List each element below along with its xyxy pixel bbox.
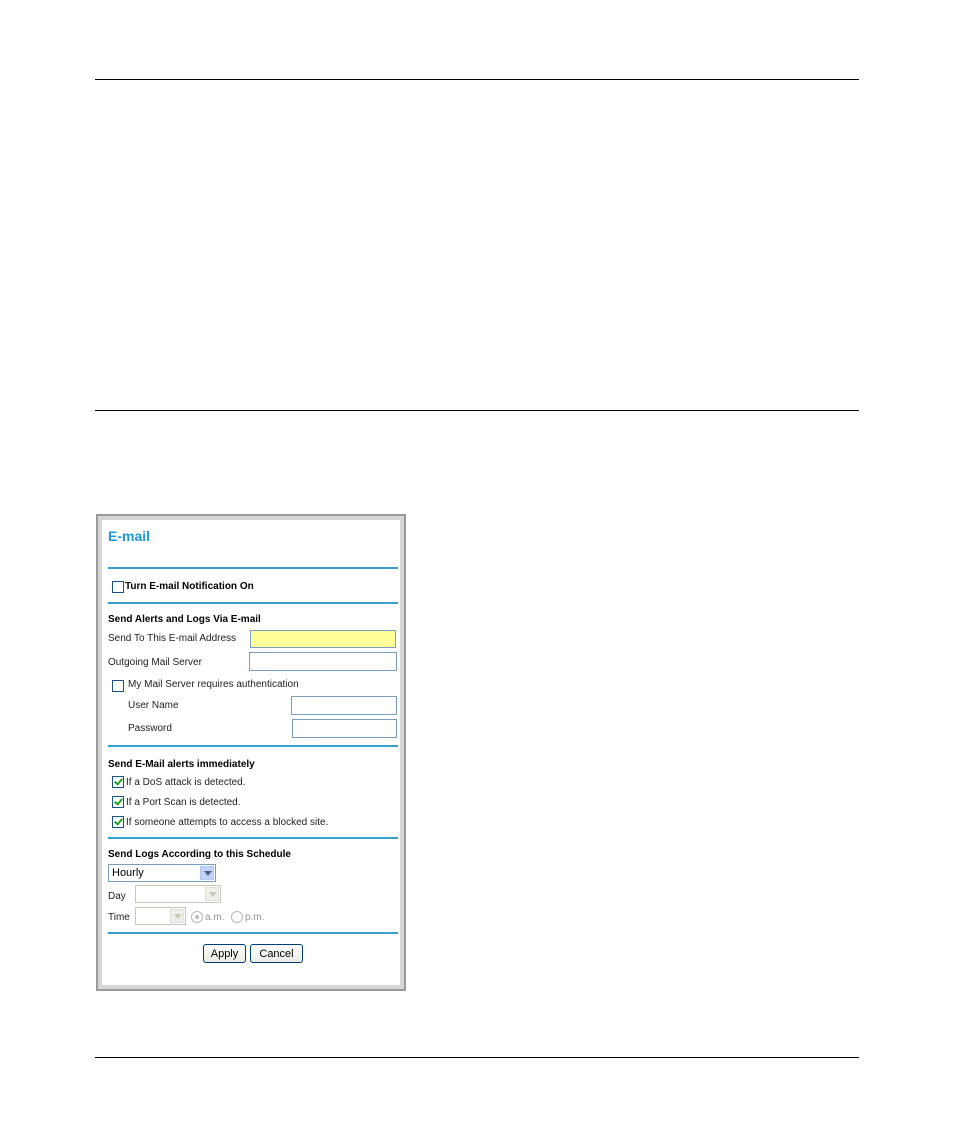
mail-server-input[interactable]	[249, 652, 397, 671]
apply-button[interactable]: Apply	[203, 944, 246, 963]
am-label: a.m.	[205, 912, 225, 923]
divider	[108, 932, 398, 934]
section-heading-alerts: Send Alerts and Logs Via E-mail	[108, 614, 261, 625]
notification-label: Turn E-mail Notification On	[125, 581, 254, 592]
password-input[interactable]	[292, 719, 397, 738]
chevron-down-icon	[200, 866, 214, 880]
day-select[interactable]	[135, 885, 221, 903]
chevron-down-icon	[205, 887, 219, 901]
middle-rule	[95, 410, 859, 411]
section-heading-immediate: Send E-Mail alerts immediately	[108, 759, 255, 770]
username-label: User Name	[128, 700, 179, 711]
section-heading-schedule: Send Logs According to this Schedule	[108, 849, 291, 860]
top-rule	[95, 79, 859, 80]
dos-alert-checkbox[interactable]	[112, 776, 124, 788]
time-select[interactable]	[135, 907, 186, 925]
pm-label: p.m.	[245, 912, 265, 923]
blocked-site-alert-checkbox[interactable]	[112, 816, 124, 828]
am-radio[interactable]	[191, 911, 203, 923]
divider	[108, 602, 398, 604]
mail-server-label: Outgoing Mail Server	[108, 657, 202, 668]
divider	[108, 745, 398, 747]
pm-radio[interactable]	[231, 911, 243, 923]
username-input[interactable]	[291, 696, 397, 715]
email-address-input[interactable]	[250, 630, 396, 648]
email-address-label: Send To This E-mail Address	[108, 633, 237, 644]
schedule-select-value: Hourly	[112, 867, 144, 879]
chevron-down-icon	[170, 909, 184, 923]
panel-title: E-mail	[108, 528, 151, 544]
port-scan-alert-label: If a Port Scan is detected.	[126, 797, 241, 808]
blocked-site-alert-label: If someone attempts to access a blocked site.	[126, 817, 329, 828]
divider	[108, 567, 398, 569]
bottom-rule	[95, 1057, 859, 1058]
cancel-button[interactable]: Cancel	[250, 944, 303, 963]
auth-label: My Mail Server requires authentication	[128, 679, 299, 690]
password-label: Password	[128, 723, 172, 734]
email-settings-panel	[96, 514, 406, 991]
notification-checkbox[interactable]	[112, 581, 124, 593]
time-label: Time	[108, 912, 130, 923]
dos-alert-label: If a DoS attack is detected.	[126, 777, 246, 788]
port-scan-alert-checkbox[interactable]	[112, 796, 124, 808]
divider	[108, 837, 398, 839]
schedule-select[interactable]	[108, 864, 216, 882]
day-label: Day	[108, 891, 126, 902]
auth-checkbox[interactable]	[112, 680, 124, 692]
